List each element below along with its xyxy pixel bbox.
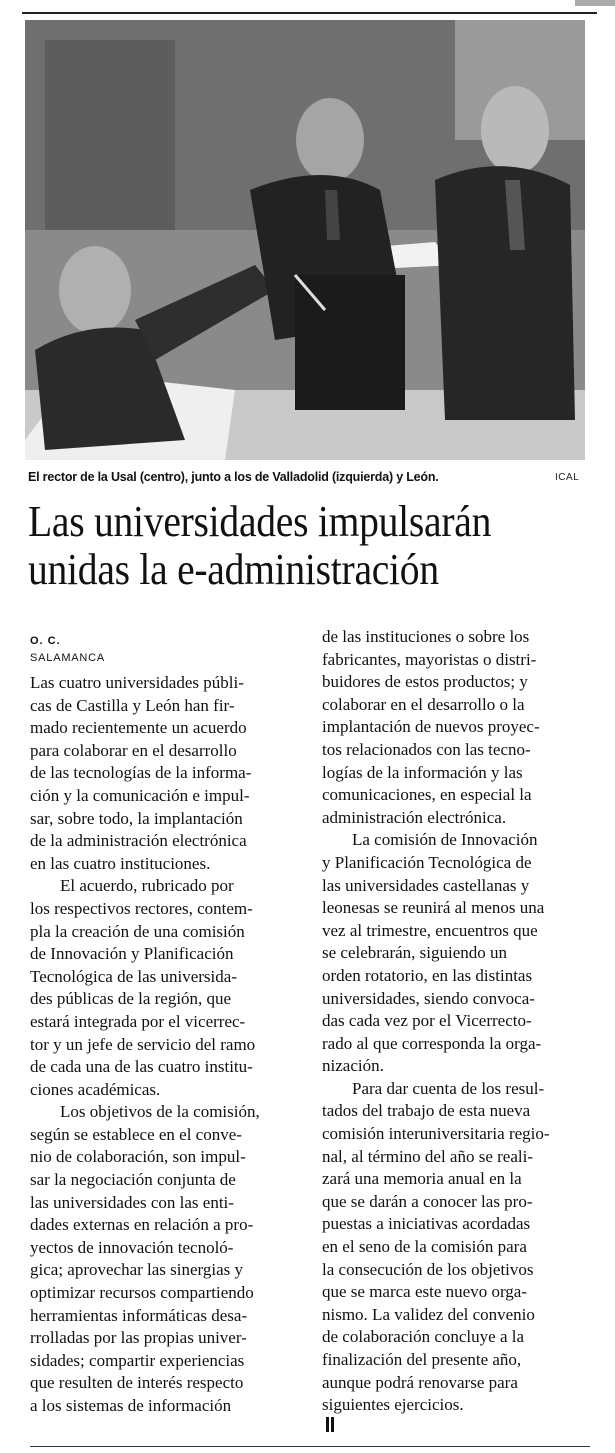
article-paragraph <box>30 1101 306 1417</box>
text-line: comisión interuniversitaria regio- <box>322 1124 550 1144</box>
text-line: para colaborar en el desarrollo <box>30 740 237 760</box>
headline-line: unidas la e-administración <box>28 545 439 594</box>
text-line: nio de colaboración, son impul- <box>30 1147 246 1167</box>
text-line: tos relacionados con las tecno- <box>322 739 531 759</box>
text-line: estará integrada por el vicerrec- <box>30 1011 246 1031</box>
text-line: logías de la información y las <box>322 762 523 782</box>
article-paragraph <box>30 875 306 1101</box>
text-line: universidades, siendo convoca- <box>322 988 535 1008</box>
text-line: en el seno de la comisión para <box>322 1237 527 1257</box>
text-line: de colaboración concluye a la <box>322 1327 525 1347</box>
text-line: yectos de innovación tecnoló- <box>30 1237 234 1257</box>
text-line: según se establece en el conve- <box>30 1124 242 1144</box>
text-line: de las instituciones o sobre los <box>322 627 530 646</box>
headline-line: Las universidades impulsarán <box>28 497 492 546</box>
photo-caption: El rector de la Usal (centro), junto a los de Valladolid (izquierda) y León. <box>28 470 439 484</box>
text-line: la consecución de los objetivos <box>322 1259 534 1279</box>
news-photo <box>25 20 585 460</box>
article-column-right <box>322 626 598 1432</box>
text-line: que se marca este nuevo orga- <box>322 1282 528 1302</box>
text-line: mado recientemente un acuerdo <box>30 718 247 738</box>
text-line: rrolladas por las propias univer- <box>30 1328 247 1348</box>
text-line: vez al trimestre, encuentros que <box>322 920 538 940</box>
text-line: las universidades con las enti- <box>30 1192 234 1212</box>
article-paragraph <box>322 1078 598 1432</box>
text-line: de Innovación y Planificación <box>30 944 234 964</box>
text-line: La comisión de Innovación <box>352 830 538 850</box>
text-line: que se darán a conocer las pro- <box>322 1191 533 1211</box>
text-line: sar la negociación conjunta de <box>30 1170 236 1190</box>
text-line: de cada una de las cuatro institu- <box>30 1057 253 1077</box>
article-column-left <box>30 672 306 1418</box>
end-of-article-mark <box>326 1417 329 1432</box>
byline: O. C. <box>30 635 61 647</box>
text-line: leonesas se reunirá al menos una <box>322 898 545 918</box>
text-line: Para dar cuenta de los resul- <box>352 1078 545 1098</box>
text-line: herramientas informáticas desa- <box>30 1305 248 1325</box>
photo-credit: ICAL <box>555 472 580 483</box>
text-line: zará una memoria anual en la <box>322 1169 522 1189</box>
text-line: que resulten de interés respecto <box>30 1373 244 1393</box>
text-line: optimizar recursos compartiendo <box>30 1283 254 1303</box>
text-line: orden rotatorio, en las distintas <box>322 965 533 985</box>
text-line: Los objetivos de la comisión, <box>60 1102 260 1122</box>
text-line: ción y la comunicación e impul- <box>30 785 250 805</box>
text-line: de las tecnologías de la informa- <box>30 763 252 783</box>
article-paragraph <box>322 829 598 1078</box>
text-line: comunicaciones, en especial la <box>322 785 532 805</box>
text-line: nización. <box>322 1056 384 1076</box>
text-line: los respectivos rectores, contem- <box>30 898 253 918</box>
text-line: colaborar en el desarrollo o la <box>322 694 525 714</box>
text-line: cas de Castilla y León han fir- <box>30 695 235 715</box>
text-line: sidades; compartir experiencias <box>30 1350 245 1370</box>
text-line: Las cuatro universidades públi- <box>30 673 244 692</box>
text-line: das cada vez por el Vicerrecto- <box>322 1011 532 1031</box>
text-line: finalización del presente año, <box>322 1350 522 1369</box>
text-line: des públicas de la región, que <box>30 989 232 1009</box>
text-line: tor y un jefe de servicio del ramo <box>30 1034 256 1054</box>
text-line: dades externas en relación a pro- <box>30 1215 254 1235</box>
text-line: sar, sobre todo, la implantación <box>30 808 243 828</box>
article-paragraph <box>30 672 306 875</box>
scan-corner-mark <box>575 0 615 6</box>
text-line: implantación de nuevos proyec- <box>322 717 540 737</box>
text-line: se celebrarán, siguiendo un <box>322 943 508 963</box>
text-line: fabricantes, mayoristas o distri- <box>322 649 537 669</box>
text-line: puestas a iniciativas acordadas <box>322 1214 531 1234</box>
text-line: de la administración electrónica <box>30 831 247 851</box>
text-line: ciones académicas. <box>30 1079 161 1099</box>
text-line: a los sistemas de información <box>30 1396 232 1415</box>
dateline-location: SALAMANCA <box>30 652 106 664</box>
text-line: gica; aprovechar las sinergias y <box>30 1260 244 1280</box>
article-paragraph <box>322 626 598 829</box>
top-rule <box>22 12 597 14</box>
text-line: nal, al término del año se reali- <box>322 1146 533 1166</box>
text-line: pla la creación de una comisión <box>30 921 245 941</box>
text-line: tados del trabajo de esta nueva <box>322 1101 531 1121</box>
text-line: buidores de estos productos; y <box>322 672 528 692</box>
text-line: rado al que corresponda la orga- <box>322 1033 542 1053</box>
text-line: las universidades castellanas y <box>322 875 530 895</box>
headline <box>28 498 541 594</box>
text-line: y Planificación Tecnológica de <box>322 852 532 872</box>
text-line: nismo. La validez del convenio <box>322 1304 535 1324</box>
bottom-rule <box>30 1446 590 1447</box>
text-line <box>322 1394 598 1432</box>
text-line: administración electrónica. <box>322 807 507 827</box>
text-line: en las cuatro instituciones. <box>30 853 211 873</box>
text-line: El acuerdo, rubricado por <box>60 876 234 896</box>
text-line: aunque podrá renovarse para <box>322 1372 518 1392</box>
text-line: Tecnológica de las universida- <box>30 966 237 986</box>
final-line-text: siguientes ejercicios. <box>322 1395 464 1415</box>
